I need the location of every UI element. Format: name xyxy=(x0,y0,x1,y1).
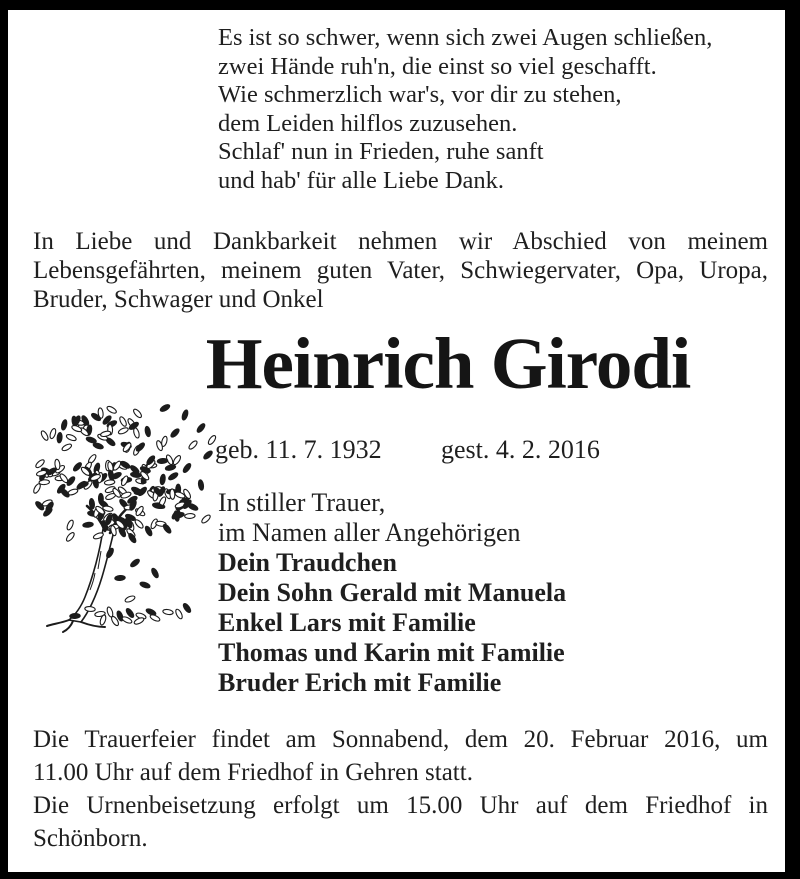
mourner-name: Thomas und Karin mit Familie xyxy=(218,638,565,667)
poem-line: und hab' für alle Liebe Dank. xyxy=(218,166,505,194)
poem-line: Schlaf' nun in Frieden, ruhe sanft xyxy=(218,138,544,165)
urn-burial-line: Schönborn. xyxy=(33,825,148,852)
death-date: gest. 4. 2. 2016 xyxy=(441,435,600,464)
mourner-name: Enkel Lars mit Familie xyxy=(218,608,476,637)
poem-line: Es ist so schwer, wenn sich zwei Augen schließen, xyxy=(218,24,713,51)
mourning-intro-line: im Namen aller Angehörigen xyxy=(218,518,521,547)
mourners-block xyxy=(218,488,566,698)
mourner-name: Dein Traudchen xyxy=(218,548,397,577)
farewell-line: Bruder, Schwager und Onkel xyxy=(33,286,324,313)
life-dates xyxy=(215,435,600,465)
poem-line: Wie schmerzlich war's, vor dir zu stehen, xyxy=(218,81,622,108)
mourning-intro-line: In stiller Trauer, xyxy=(218,488,386,517)
funeral-service-line: Die Trauerfeier findet am Sonnabend, dem 20. Februar 2016, um xyxy=(33,726,768,753)
farewell-line: Lebensgefährten, meinem guten Vater, Schwiegervater, Opa, Uropa, xyxy=(33,257,768,284)
autumn-tree-illustration xyxy=(15,393,220,643)
birth-date: geb. 11. 7. 1932 xyxy=(215,435,382,464)
urn-burial-line: Die Urnenbeisetzung erfolgt um 15.00 Uhr auf dem Friedhof in xyxy=(33,792,768,819)
poem-line: dem Leiden hilflos zuzusehen. xyxy=(218,109,518,137)
deceased-name: Heinrich Girodi xyxy=(205,323,691,404)
service-information xyxy=(33,723,768,855)
memorial-poem xyxy=(218,24,712,195)
mourner-name: Dein Sohn Gerald mit Manuela xyxy=(218,578,567,607)
mourner-name: Bruder Erich mit Familie xyxy=(218,668,502,697)
poem-line: zwei Hände ruh'n, die einst so viel geschafft. xyxy=(218,52,657,80)
farewell-line: In Liebe und Dankbarkeit nehmen wir Abschied von meinem xyxy=(33,228,768,255)
funeral-service-line: 11.00 Uhr auf dem Friedhof in Gehren statt. xyxy=(33,759,473,786)
farewell-paragraph xyxy=(33,227,768,314)
